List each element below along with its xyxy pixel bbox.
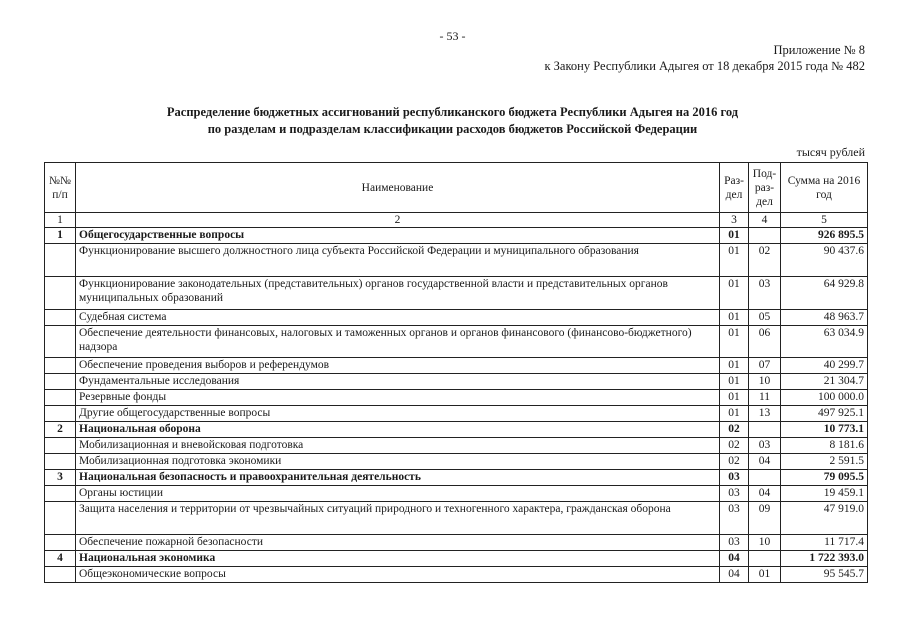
row-subsection-code: 04 (749, 454, 781, 470)
table-header-row (45, 163, 868, 213)
row-section-code: 01 (720, 228, 749, 244)
row-subsection-code (749, 228, 781, 244)
row-amount: 95 545.7 (781, 567, 868, 583)
column-index-cell: 3 (720, 213, 749, 228)
table-row (45, 374, 868, 390)
row-number (45, 438, 76, 454)
row-name: Органы юстиции (76, 486, 720, 502)
row-amount: 40 299.7 (781, 358, 868, 374)
row-name: Функционирование законодательных (представительных) органов государственной власти и представительных органов муниципальных образований (76, 277, 720, 310)
row-section-code: 02 (720, 454, 749, 470)
row-section-code: 01 (720, 374, 749, 390)
appendix-line-1: Приложение № 8 (773, 43, 865, 57)
row-section-code: 04 (720, 551, 749, 567)
row-section-code: 01 (720, 406, 749, 422)
row-amount: 1 722 393.0 (781, 551, 868, 567)
section-row (45, 228, 868, 244)
row-amount: 64 929.8 (781, 277, 868, 310)
header-num: №№ п/п (45, 163, 76, 213)
table-row (45, 502, 868, 535)
row-section-code: 01 (720, 244, 749, 277)
table-body (45, 228, 868, 583)
appendix-line-2: к Закону Республики Адыгея от 18 декабря 2015 года № 482 (544, 59, 865, 73)
section-row (45, 551, 868, 567)
row-number (45, 310, 76, 326)
row-name: Национальная экономика (76, 551, 720, 567)
column-index-row (45, 213, 868, 228)
row-amount: 497 925.1 (781, 406, 868, 422)
row-number (45, 390, 76, 406)
row-amount: 10 773.1 (781, 422, 868, 438)
section-row (45, 470, 868, 486)
row-amount: 8 181.6 (781, 438, 868, 454)
row-section-code: 01 (720, 326, 749, 358)
row-number (45, 567, 76, 583)
row-section-code: 02 (720, 438, 749, 454)
row-subsection-code: 02 (749, 244, 781, 277)
header-section: Раз- дел (720, 163, 749, 213)
row-amount: 21 304.7 (781, 374, 868, 390)
row-subsection-code: 03 (749, 277, 781, 310)
header-name: Наименование (76, 163, 720, 213)
row-section-code: 01 (720, 358, 749, 374)
row-section-code: 04 (720, 567, 749, 583)
row-name: Резервные фонды (76, 390, 720, 406)
document-title (0, 104, 905, 138)
row-number (45, 374, 76, 390)
table-row (45, 244, 868, 277)
row-name: Обеспечение деятельности финансовых, налоговых и таможенных органов и органов финансового (финансово-бюджетного) надзора (76, 326, 720, 358)
page-number: - 53 - (439, 29, 466, 43)
row-number: 1 (45, 228, 76, 244)
column-index-cell: 1 (45, 213, 76, 228)
row-number (45, 535, 76, 551)
row-section-code: 01 (720, 310, 749, 326)
row-section-code: 01 (720, 277, 749, 310)
row-amount: 48 963.7 (781, 310, 868, 326)
section-row (45, 422, 868, 438)
row-number (45, 486, 76, 502)
row-number: 4 (45, 551, 76, 567)
table-row (45, 535, 868, 551)
row-name: Национальная безопасность и правоохранительная деятельность (76, 470, 720, 486)
row-section-code: 01 (720, 390, 749, 406)
table-row (45, 406, 868, 422)
row-amount: 79 095.5 (781, 470, 868, 486)
row-subsection-code: 11 (749, 390, 781, 406)
row-subsection-code: 03 (749, 438, 781, 454)
column-index-cell: 4 (749, 213, 781, 228)
row-subsection-code: 10 (749, 535, 781, 551)
column-index-cell: 5 (781, 213, 868, 228)
row-name: Защита населения и территории от чрезвычайных ситуаций природного и техногенного характера, гражданская оборона (76, 502, 720, 535)
row-number (45, 244, 76, 277)
row-amount: 11 717.4 (781, 535, 868, 551)
row-subsection-code: 05 (749, 310, 781, 326)
table-row (45, 438, 868, 454)
table-row (45, 358, 868, 374)
row-name: Функционирование высшего должностного лица субъекта Российской Федерации и муниципального образования (76, 244, 720, 277)
row-number: 2 (45, 422, 76, 438)
row-subsection-code: 04 (749, 486, 781, 502)
row-number (45, 326, 76, 358)
row-amount: 2 591.5 (781, 454, 868, 470)
row-name: Другие общегосударственные вопросы (76, 406, 720, 422)
row-subsection-code: 07 (749, 358, 781, 374)
row-amount: 926 895.5 (781, 228, 868, 244)
row-name: Обеспечение проведения выборов и референдумов (76, 358, 720, 374)
row-subsection-code: 09 (749, 502, 781, 535)
table-row (45, 326, 868, 358)
row-name: Общеэкономические вопросы (76, 567, 720, 583)
row-number (45, 454, 76, 470)
row-number (45, 502, 76, 535)
row-section-code: 02 (720, 422, 749, 438)
row-section-code: 03 (720, 486, 749, 502)
row-amount: 63 034.9 (781, 326, 868, 358)
row-subsection-code (749, 470, 781, 486)
row-subsection-code: 10 (749, 374, 781, 390)
budget-table (44, 162, 868, 583)
row-subsection-code: 01 (749, 567, 781, 583)
row-subsection-code (749, 422, 781, 438)
row-name: Обеспечение пожарной безопасности (76, 535, 720, 551)
row-number (45, 406, 76, 422)
table-row (45, 277, 868, 310)
table-row (45, 310, 868, 326)
row-name: Фундаментальные исследования (76, 374, 720, 390)
row-name: Судебная система (76, 310, 720, 326)
row-name: Мобилизационная и вневойсковая подготовка (76, 438, 720, 454)
table-row (45, 567, 868, 583)
table-row (45, 486, 868, 502)
row-amount: 47 919.0 (781, 502, 868, 535)
row-name: Национальная оборона (76, 422, 720, 438)
row-amount: 19 459.1 (781, 486, 868, 502)
row-section-code: 03 (720, 502, 749, 535)
row-number (45, 277, 76, 310)
appendix-note (544, 42, 865, 74)
row-number (45, 358, 76, 374)
row-name: Мобилизационная подготовка экономики (76, 454, 720, 470)
row-subsection-code (749, 551, 781, 567)
row-amount: 90 437.6 (781, 244, 868, 277)
row-section-code: 03 (720, 470, 749, 486)
title-line-1: Распределение бюджетных ассигнований республиканского бюджета Республики Адыгея на 2016 год (166, 105, 739, 119)
header-amount: Сумма на 2016 год (781, 163, 868, 213)
table-row (45, 454, 868, 470)
title-line-2: по разделам и подразделам классификации расходов бюджетов Российской Федерации (207, 122, 698, 136)
table-row (45, 390, 868, 406)
header-subsection: Под- раз- дел (749, 163, 781, 213)
row-subsection-code: 13 (749, 406, 781, 422)
column-index-cell: 2 (76, 213, 720, 228)
row-name: Общегосударственные вопросы (76, 228, 720, 244)
units-label: тысяч рублей (796, 145, 865, 159)
row-number: 3 (45, 470, 76, 486)
row-amount: 100 000.0 (781, 390, 868, 406)
row-section-code: 03 (720, 535, 749, 551)
row-subsection-code: 06 (749, 326, 781, 358)
